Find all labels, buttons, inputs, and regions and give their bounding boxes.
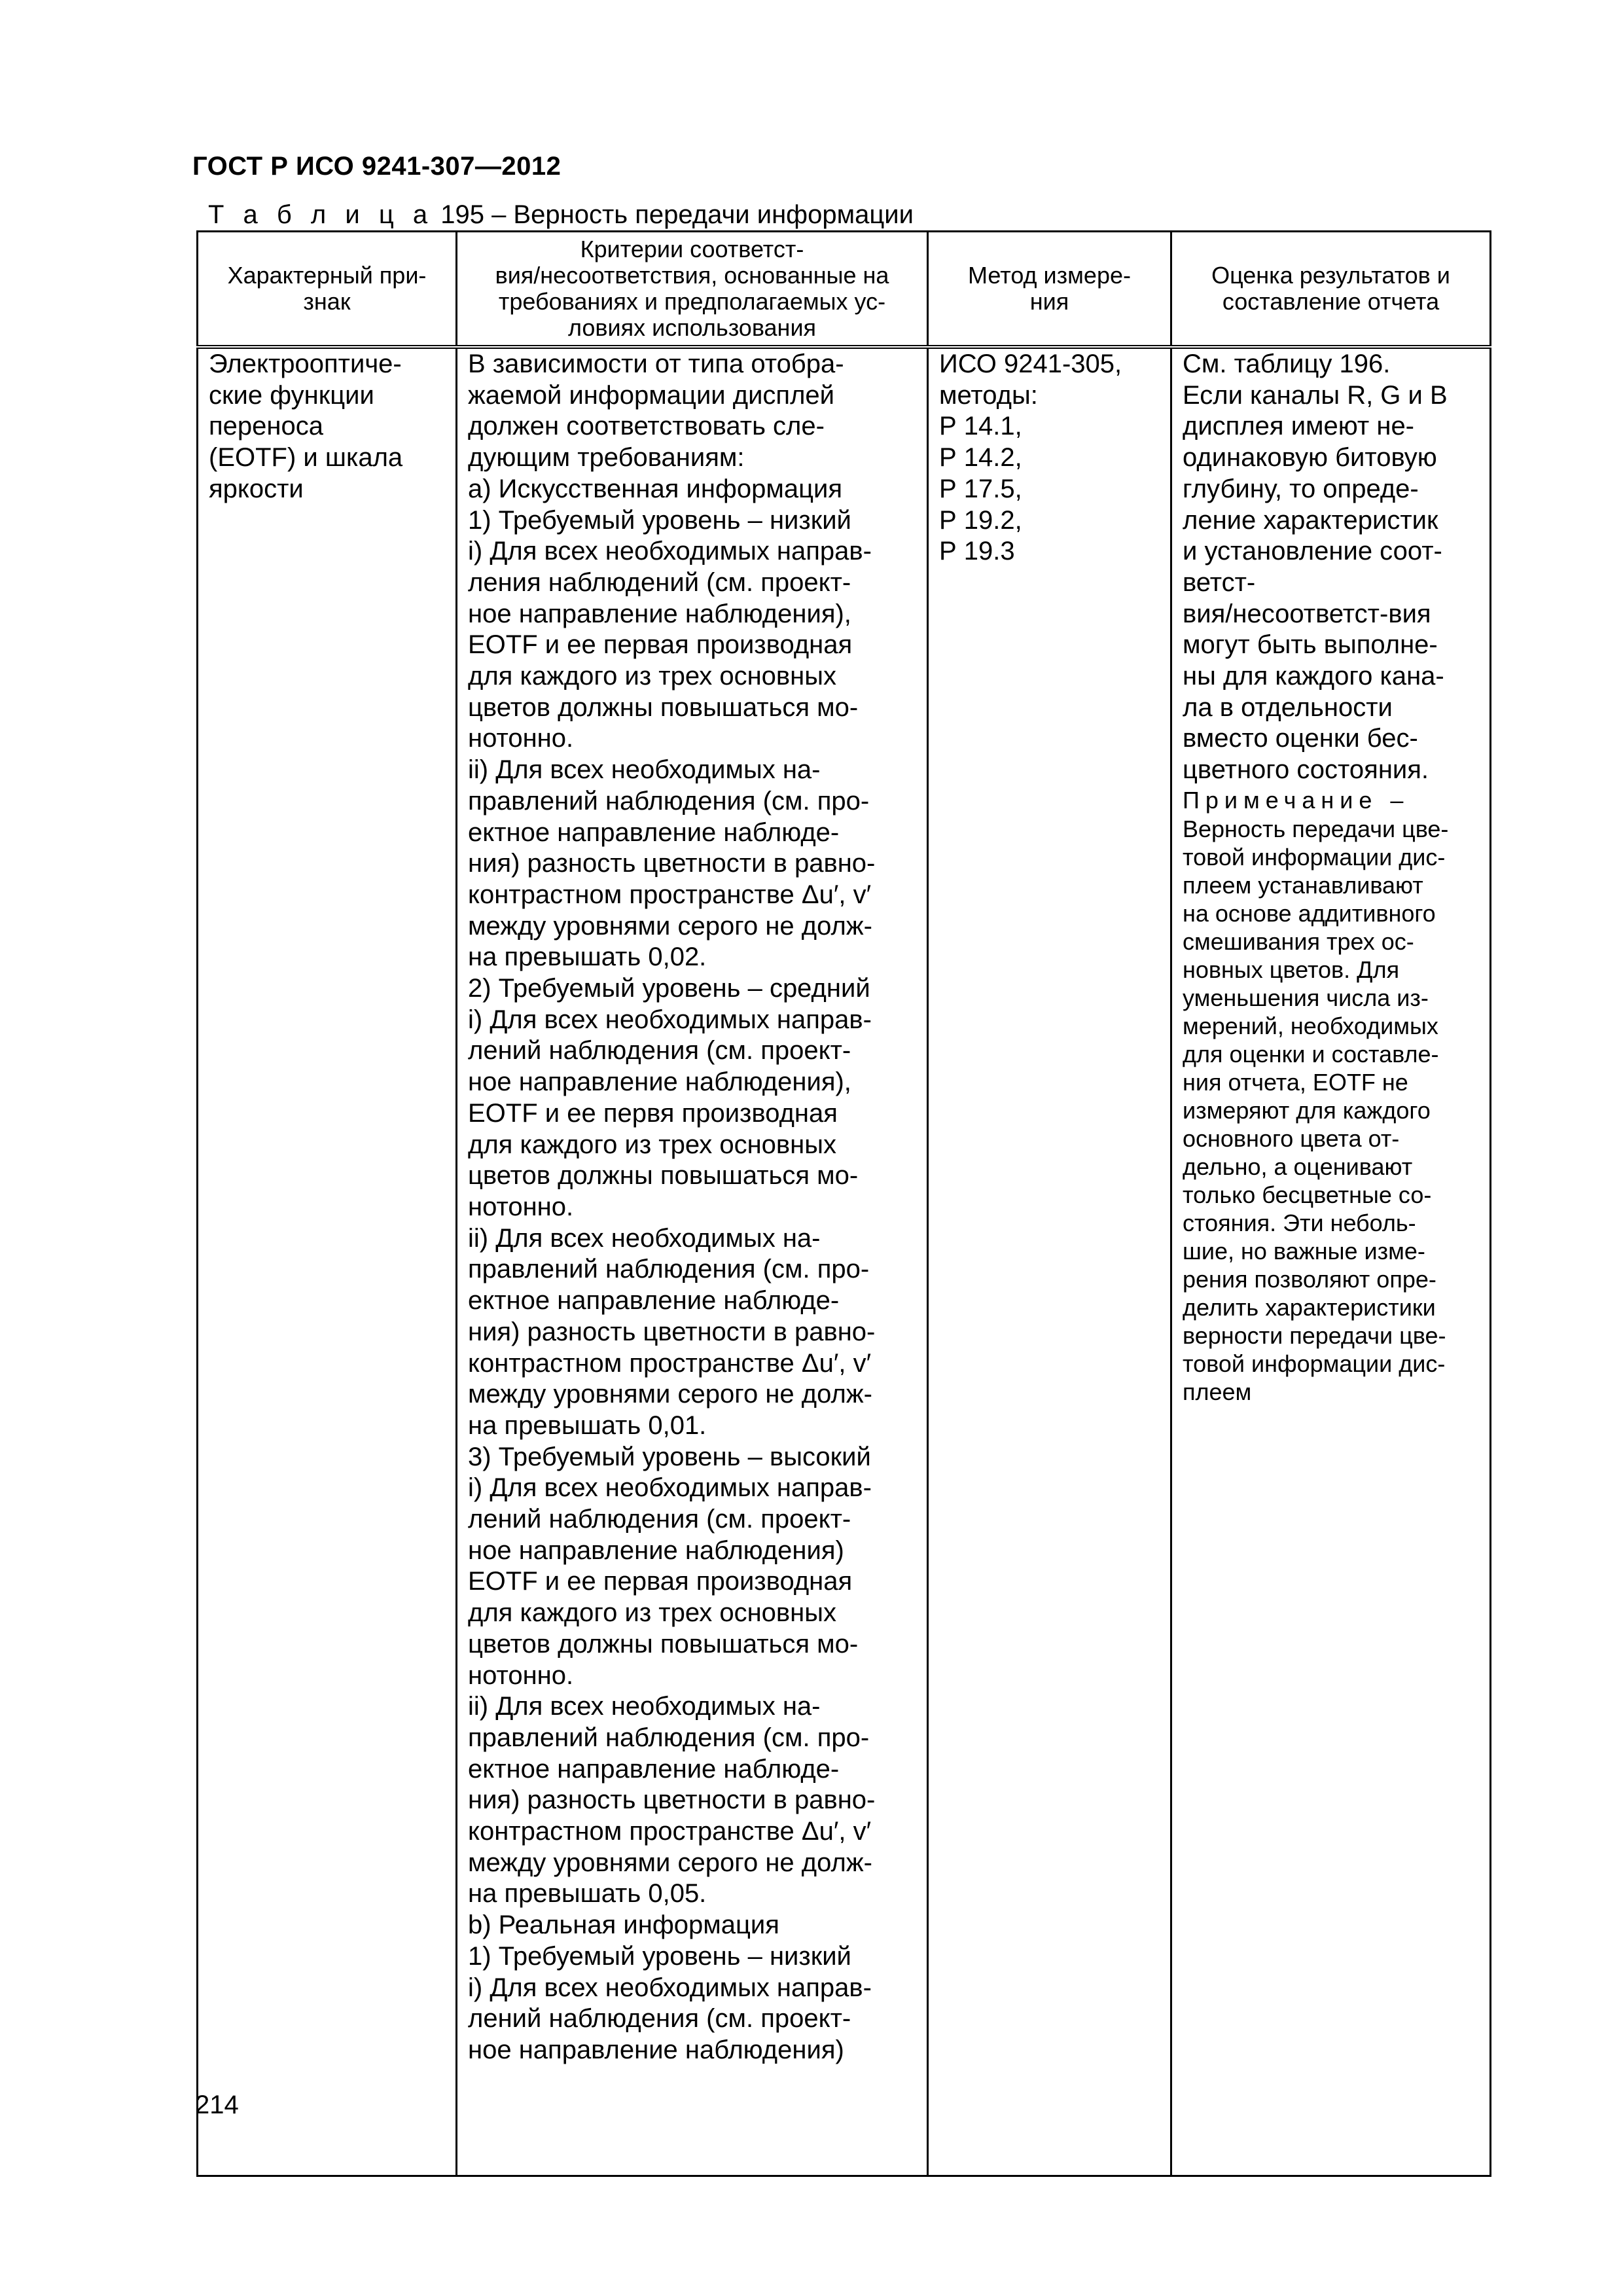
note-text: Верность передачи цве- товой информации дис- плеем устанавливают на основе аддитивного смешивания трех ос- новных цветов. Для уменьшения числа из- мерений, необходимых для оценки и составле- ния отчета, EOTF не измеряют для каждого основного цвета от- дельно, а оценивают только бесцветные со- стояния. Эти неболь- шие, но важные изме- рения позволяют опре- делить характеристики верности передачи цве- товой информации дис- плеем [1183, 815, 1449, 1405]
feature-text: Электрооптиче- ские функции переноса (EOTF) и шкала яркости [209, 350, 403, 503]
method-text: ИСО 9241-305, методы: Р 14.1, Р 14.2, Р 17.5, Р 19.2, Р 19.3 [939, 350, 1122, 566]
table-caption-text: 195 – Верность передачи информации [433, 200, 914, 229]
document-code: ГОСТ Р ИСО 9241-307—2012 [192, 152, 562, 181]
evaluation-cell [1171, 347, 1491, 2176]
evaluation-text: См. таблицу 196. Если каналы R, G и B дисплея имеют не- одинаковую битовую глубину, то опреде- ление характеристик и установление соот- ветст- вия/несоответст-вия могут быть выполне- ны для каждого кана- ла в отдельности вместо оценки бес- цветного состояния. [1183, 350, 1448, 785]
table-caption-label: Т а б л и ц а [208, 200, 434, 229]
column-header-feature: Характерный при- знак [198, 232, 457, 348]
page-number: 214 [195, 2090, 239, 2119]
note-label: Примечание – [1183, 786, 1410, 814]
column-header-criteria: Критерии соответст- вия/несоответствия, основанные на требованиях и предполагаемых ус- ловиях использования [457, 232, 928, 348]
criteria-cell [457, 347, 928, 2176]
method-cell [928, 347, 1171, 2176]
column-header-method: Метод измере- ния [928, 232, 1171, 348]
feature-cell [198, 347, 457, 2176]
fidelity-table [196, 230, 1491, 2177]
criteria-text: В зависимости от типа отобра- жаемой информации дисплей должен соответствовать сле- дующим требованиям: a) Искусственная информация 1) Требуемый уровень – низкий i) Для всех необходимых направ- ления наблюдений (см. проект- ное направление наблюдения), EOTF и ее первая производная для каждого из трех основных цветов должны повышаться мо- нотонно. ii) Для всех необходимых на- правлений наблюдения (см. про- ектное направление наблюде- ния) разность цветности в равно- контрастном пространстве Δu′, v′ между уровнями серого не долж- на превышать 0,02. 2) Требуемый уровень – средний i) Для всех необходимых направ- лений наблюдения (см. проект- ное направление наблюдения), EOTF и ее первя производная для каждого из трех основных цветов должны повышаться мо- нотонно. ii) Для всех необходимых на- правлений наблюдения (см. про- ектное направление наблюде- ния) разность цветности в равно- контрастном пространстве Δu′, v′ между уровнями серого не долж- на превышать 0,01. 3) Требуемый уровень – высокий i) Для всех необходимых направ- лений наблюдения (см. проект- ное направление наблюдения) EOTF и ее первая производная для каждого из трех основных цветов должны повышаться мо- нотонно. ii) Для всех необходимых на- правлений наблюдения (см. про- ектное направление наблюде- ния) разность цветности в равно- контрастном пространстве Δu′, v′ между уровнями серого не долж- на превышать 0,05. b) Реальная информация 1) Требуемый уровень – низкий i) Для всех необходимых направ- лений наблюдения (см. проект- ное направление наблюдения) [468, 350, 876, 2064]
table-header-row [198, 232, 1491, 348]
column-header-evaluation: Оценка результатов и составление отчета [1171, 232, 1491, 348]
table-row [198, 347, 1491, 2176]
table-caption [208, 200, 914, 230]
